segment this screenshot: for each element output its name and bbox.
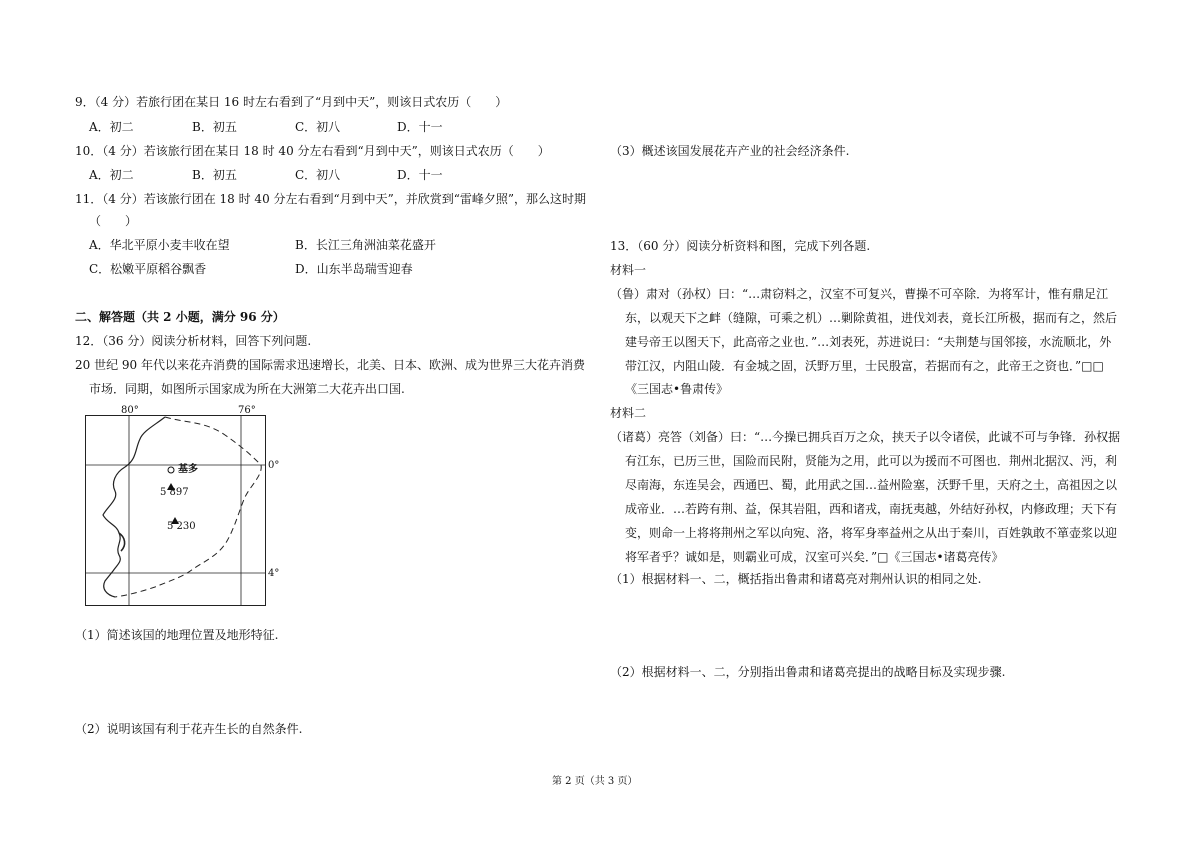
question-9-option-a: A．初二 [89, 120, 134, 134]
question-9-option-b: B．初五 [192, 120, 237, 134]
material-2-line-4: 成帝业．…若跨有荆、益，保其岩阻，西和诸戎，南抚夷越，外结好孙权，内修政理；天下有 [625, 502, 1118, 516]
question-12-material-line-2: 市场．同期，如图所示国家成为所在大洲第二大花卉出口国. [89, 382, 405, 396]
question-12-sub-2: （2）说明该国有利于花卉生长的自然条件. [75, 722, 303, 736]
question-9-option-c: C．初八 [295, 120, 341, 134]
material-2-line-2: 有江东，已历三世，国险而民附，贤能为之用，此可以为援而不可图也．荆州北据汉、沔，利 [625, 454, 1118, 468]
question-10-stem: 10．（4 分）若该旅行团在某日 18 时 40 分左右看到“月到中天”，则该日式农历（ ） [75, 144, 550, 158]
question-11-option-b: B．长江三角洲油菜花盛开 [295, 238, 436, 252]
question-12-sub-3: （3）概述该国发展花卉产业的社会经济条件. [610, 144, 850, 158]
question-13-sub-2: （2）根据材料一、二，分别指出鲁肃和诸葛亮提出的战略目标及实现步骤. [610, 665, 1006, 679]
material-1-line-2: 东，以观天下之衅（缝隙，可乘之机）…剿除黄祖，进伐刘表，竟长江所极，据而有之，然后 [625, 311, 1118, 325]
section-2-title: 二、解答题（共 2 小题，满分 96 分） [75, 310, 285, 324]
question-12-material-line-1: 20 世纪 90 年代以来花卉消费的国际需求迅速增长，北美、日本、欧洲、成为世界三大花卉消费 [75, 358, 585, 372]
question-10-option-c: C．初八 [295, 168, 341, 182]
question-11-option-a: A．华北平原小麦丰收在望 [89, 238, 230, 252]
question-11-option-d: D．山东半岛瑞雪迎春 [295, 262, 413, 276]
material-2-line-5: 变，则命一上将将荆州之军以向宛、洛，将军身率益州之从出于秦川，百姓孰敢不箪壶浆以迎 [625, 526, 1118, 540]
question-10-option-a: A．初二 [89, 168, 134, 182]
question-10-option-b: B．初五 [192, 168, 237, 182]
question-13-sub-1: （1）根据材料一、二，概括指出鲁肃和诸葛亮对荆州认识的相同之处. [610, 572, 982, 586]
question-12-stem: 12．（36 分）阅读分析材料，回答下列问题. [75, 334, 312, 348]
material-1-line-1: （鲁）肃对（孙权）曰：“…肃窃料之，汉室不可复兴，曹操不可卒除．为将军计，惟有鼎足江 [610, 287, 1109, 301]
coastline [103, 417, 165, 597]
question-13-stem: 13．（60 分）阅读分析资料和图，完成下列各题. [610, 239, 871, 253]
map-label-lon-76: 76° [238, 405, 256, 416]
map-frame [86, 416, 266, 606]
question-10-option-d: D．十一 [397, 168, 443, 182]
national-border [115, 417, 261, 597]
city-quito-marker [168, 467, 174, 473]
question-11-stem: 11．（4 分）若该旅行团在 18 时 40 分左右看到“月到中天”，并欣赏到“雷峰夕照”，那么这时期 [75, 192, 587, 206]
material-2-line-6: 将军者乎？诚如是，则霸业可成，汉室可兴矣．”□《三国志•诸葛亮传》 [625, 550, 1004, 564]
material-2-title: 材料二 [610, 406, 647, 420]
material-1-source: 《三国志•鲁肃传》 [625, 382, 729, 396]
material-1-line-4: 带江汉，内阻山陵．有金城之固，沃野万里，士民殷富，若据而有之，此帝王之资也．”□□ [625, 359, 1104, 373]
question-9-option-d: D．十一 [397, 120, 443, 134]
page-footer: 第 2 页（共 3 页） [552, 776, 638, 787]
map-label-lat-0: 0° [268, 460, 280, 471]
question-11-answer-paren: （ ） [89, 214, 138, 228]
question-9-stem: 9．（4 分）若旅行团在某日 16 时左右看到了“月到中天”，则该日式农历（ ） [75, 95, 508, 109]
map-label-lat-4: 4° [268, 568, 280, 579]
question-11-option-c: C．松嫩平原稻谷飘香 [89, 262, 207, 276]
question-12-sub-1: （1）简述该国的地理位置及地形特征. [75, 628, 279, 642]
map-label-peak-2: 5 230 [167, 521, 196, 532]
material-2-line-3: 尽南海，东连吴会，西通巴、蜀，此用武之国…益州险塞，沃野千里，天府之土，高祖因之以 [625, 478, 1118, 492]
map-label-peak-1: 5 897 [160, 487, 189, 498]
material-1-line-3: 建号帝王以图天下，此高帝之业也．”…刘表死，苏进说曰：“夫荆楚与国邻接，水流顺北，外 [625, 335, 1112, 349]
material-1-title: 材料一 [610, 263, 647, 277]
map-label-lon-80: 80° [121, 405, 139, 416]
material-2-line-1: （诸葛）亮答（刘备）曰：“…今操已拥兵百万之众，挟天子以令诸侯，此诚不可与争锋．孙权据 [610, 430, 1121, 444]
country-map [85, 405, 285, 610]
map-label-city: 基多 [178, 464, 198, 475]
